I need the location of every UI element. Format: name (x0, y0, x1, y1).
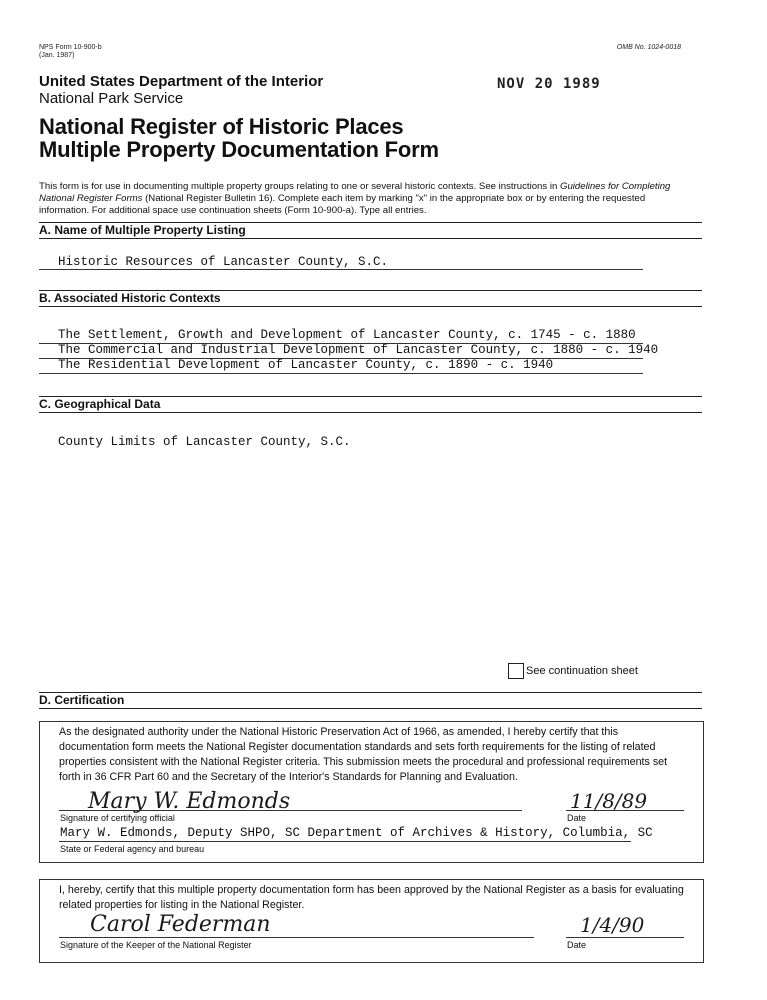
omb-number: OMB No. 1024-0018 (616, 44, 681, 51)
form-title-line1: National Register of Historic Places (39, 114, 404, 139)
section-d-bottom-rule (39, 708, 702, 709)
intro-instructions (39, 181, 691, 217)
form-title-line2: Multiple Property Documentation Form (39, 137, 439, 162)
form-number: NPS Form 10-900-b (39, 44, 102, 51)
agency-bureau-value: Mary W. Edmonds, Deputy SHPO, SC Department of Archives & History, Columbia, SC (60, 826, 653, 840)
certifying-official-signature: Mary W. Edmonds (88, 789, 291, 814)
geographical-data-value: County Limits of Lancaster County, S.C. (58, 435, 351, 449)
keeper-date-line (566, 937, 684, 938)
certifying-signature-label: Signature of certifying official (60, 813, 175, 823)
intro-part1: This form is for use in documenting multiple property groups relating to one or several historic contexts. See instructions in (39, 181, 560, 192)
historic-context-2: The Commercial and Industrial Development of Lancaster County, c. 1880 - c. 1940 (58, 343, 659, 357)
section-d-heading: D. Certification (39, 693, 125, 707)
keeper-date-label: Date (567, 940, 587, 950)
certifying-signature-line (59, 810, 522, 811)
section-c-heading: C. Geographical Data (39, 397, 161, 411)
section-a-heading: A. Name of Multiple Property Listing (39, 223, 246, 237)
department-name: United States Department of the Interior (39, 73, 324, 90)
section-b-bottom-rule (39, 306, 702, 307)
keeper-signature: Carol Federman (90, 912, 271, 937)
certifying-date-value: 11/8/89 (570, 789, 648, 813)
name-underline (39, 269, 643, 270)
agency-bureau-label: State or Federal agency and bureau (60, 844, 205, 854)
historic-context-1: The Settlement, Growth and Development of Lancaster County, c. 1745 - c. 1880 (58, 328, 636, 342)
intro-guidelines: Guidelines for Completing National Register Forms (39, 181, 671, 204)
agency-name: National Park Service (39, 90, 184, 107)
section-b-heading: B. Associated Historic Contexts (39, 291, 221, 305)
certification-statement: As the designated authority under the National Historic Preservation Act of 1966, as amended, I hereby certify that this documentation form meets the National Register documentation standards and sets forth requirements for the listing of related properties consistent with the National Register criteria. This submission meets the procedural and professional requirements set forth in 36 CFR Part 60 and the Secretary of the Interior's Standards for Planning and Evaluation. (59, 726, 668, 783)
received-stamp: NOV 20 1989 (497, 76, 601, 92)
continuation-sheet-checkbox[interactable] (508, 663, 524, 679)
section-a-bottom-rule (39, 238, 702, 239)
context-3-underline (39, 373, 643, 374)
keeper-signature-line (59, 937, 534, 938)
certifying-date-label: Date (567, 813, 587, 823)
keeper-approval-statement: I, hereby, certify that this multiple property documentation form has been approved by the National Register as a basis for evaluating related properties for listing in the National Register. (59, 884, 684, 911)
historic-context-3: The Residential Development of Lancaster County, c. 1890 - c. 1940 (58, 358, 554, 372)
certifying-date-line (566, 810, 684, 811)
section-d-top-rule (39, 692, 702, 693)
keeper-signature-label: Signature of the Keeper of the National Register (60, 940, 252, 950)
continuation-sheet-label: See continuation sheet (526, 665, 638, 677)
form-number-block (39, 44, 102, 60)
multiple-property-name: Historic Resources of Lancaster County, S.C. (58, 255, 389, 269)
section-c-bottom-rule (39, 412, 702, 413)
form-date: (Jan. 1987) (39, 52, 75, 59)
agency-bureau-line (59, 841, 631, 842)
keeper-date-value: 1/4/90 (580, 913, 645, 937)
intro-part2: (National Register Bulletin 16). Complete each item by marking "x" in the appropriate box or by entering the requested information. For additional space use continuation sheets (Form 10-900-a). Type all entries. (39, 193, 646, 216)
